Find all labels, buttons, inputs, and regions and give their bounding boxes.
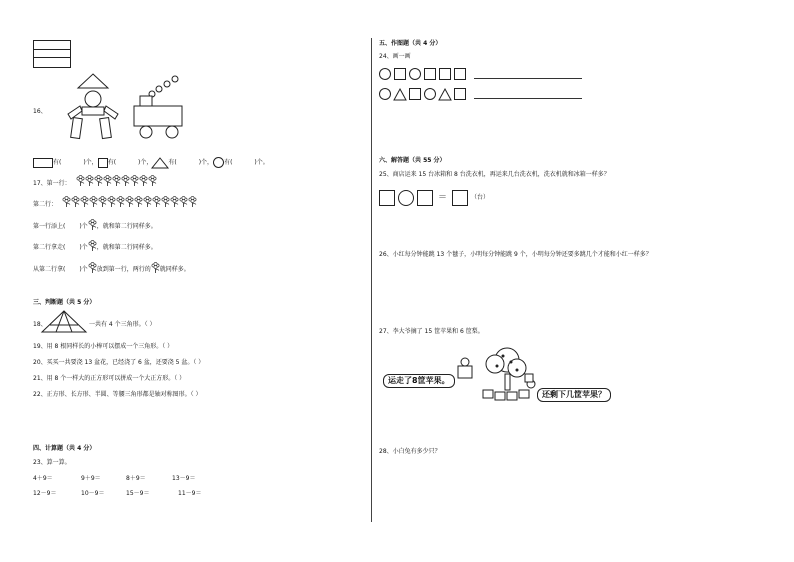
answer-box[interactable] bbox=[379, 190, 395, 206]
operator-circle[interactable] bbox=[398, 190, 414, 206]
flower-icon bbox=[161, 197, 170, 207]
flower-icon bbox=[89, 197, 98, 207]
q24-pattern-row-2 bbox=[379, 88, 466, 100]
flower-icon bbox=[139, 176, 148, 186]
q26: 26、小红每分钟能跳 13 个毽子，小明每分钟能跳 9 个，小明每分钟还要多跳几个才能和小红一样多？ bbox=[379, 251, 652, 258]
calc-item: 12－9＝ bbox=[33, 490, 57, 497]
rectangle-icon bbox=[33, 158, 53, 168]
text: 放到第一行，两行的 bbox=[96, 265, 151, 273]
flower-icon bbox=[143, 197, 152, 207]
q27: 27、李大爷摘了 15 筐苹果和 6 筐梨。 bbox=[379, 328, 484, 335]
text: 就同样多。 bbox=[159, 265, 190, 273]
flower-icon bbox=[85, 176, 94, 186]
flower-icon bbox=[98, 197, 107, 207]
flower-icon bbox=[88, 263, 97, 273]
flower-icon bbox=[188, 197, 197, 207]
flower-icon bbox=[71, 197, 80, 207]
flower-icon bbox=[121, 176, 130, 186]
triangle-icon bbox=[439, 89, 451, 100]
circle-icon bbox=[379, 68, 391, 80]
box-line bbox=[34, 57, 70, 58]
q17-line4 bbox=[33, 241, 157, 254]
flower-icon bbox=[88, 220, 97, 230]
text: 从第二行拿( bbox=[33, 265, 66, 273]
flower-icon bbox=[80, 197, 89, 207]
lined-box bbox=[33, 40, 71, 68]
q17-line5 bbox=[33, 263, 190, 276]
count-close: )个。 bbox=[254, 158, 269, 166]
text: ，就和第二行同样多。 bbox=[96, 243, 157, 251]
text: )个 bbox=[79, 222, 88, 230]
q24-pattern-row-1 bbox=[379, 68, 466, 80]
square-icon bbox=[454, 88, 466, 100]
text: 第一行添上( bbox=[33, 222, 66, 230]
q23: 23、算一算。 bbox=[33, 459, 71, 466]
calc-item: 8＋9＝ bbox=[126, 475, 146, 482]
circle-icon bbox=[409, 68, 421, 80]
square-icon bbox=[394, 68, 406, 80]
flower-icon bbox=[116, 197, 125, 207]
answer-line[interactable] bbox=[474, 98, 582, 99]
count-label: 有( bbox=[168, 158, 177, 166]
q25-equation bbox=[379, 190, 489, 206]
q20: 20、买买一共要浇 13 盆花，已经浇了 6 盆，还要浇 5 盆。（ ） bbox=[33, 359, 205, 366]
flower-icon bbox=[152, 197, 161, 207]
q27-apple-tree-illustration bbox=[455, 346, 545, 406]
calc-item: 15－9＝ bbox=[126, 490, 150, 497]
flower-icon bbox=[148, 176, 157, 186]
count-close: )个， bbox=[138, 158, 153, 166]
flower-icon bbox=[88, 220, 97, 233]
q16-count-row bbox=[33, 157, 269, 168]
text: )个 bbox=[79, 265, 88, 273]
calc-item: 10－9＝ bbox=[81, 490, 105, 497]
q17-line2-label: 第二行： bbox=[33, 201, 58, 208]
column-divider bbox=[371, 38, 372, 522]
text: ，就和第二行同样多。 bbox=[96, 222, 157, 230]
q17-line3 bbox=[33, 220, 157, 233]
triangle-icon bbox=[394, 89, 406, 100]
calc-item: 13－9＝ bbox=[172, 475, 196, 482]
q18-number: 18、 bbox=[33, 321, 47, 328]
flower-icon bbox=[151, 263, 160, 273]
speech-bubble-1: 运走了8筐苹果。 bbox=[383, 374, 455, 388]
count-label: 有( bbox=[53, 158, 62, 166]
text: )个 bbox=[79, 243, 88, 251]
square-icon bbox=[454, 68, 466, 80]
q21: 21、用 8 个一样大的正方形可以拼成一个大正方形。（ ） bbox=[33, 375, 186, 382]
square-icon bbox=[424, 68, 436, 80]
q17-line1-label: 17、第一行： bbox=[33, 180, 71, 187]
count-label: 有( bbox=[224, 158, 233, 166]
flower-icon bbox=[76, 176, 85, 186]
q18-triangle-figure bbox=[42, 311, 86, 333]
flower-icon bbox=[94, 176, 103, 186]
square-icon bbox=[98, 158, 108, 168]
unit-label: （台） bbox=[471, 194, 490, 201]
flower-row-2 bbox=[62, 197, 197, 207]
circle-icon bbox=[213, 157, 224, 168]
flower-icon bbox=[125, 197, 134, 207]
shape-figure-person bbox=[68, 74, 138, 144]
q18-text: 一共有 4 个三角形。（ ） bbox=[89, 321, 156, 328]
equals-sign: ＝ bbox=[438, 193, 448, 203]
flower-icon bbox=[179, 197, 188, 207]
section3-title: 三、判断题（共 5 分） bbox=[33, 299, 96, 306]
flower-icon bbox=[88, 241, 97, 254]
q22: 22、正方形、长方形、半圆、等腰三角形都是轴对称图形。（ ） bbox=[33, 391, 202, 398]
calc-item: 4＋9＝ bbox=[33, 475, 53, 482]
square-icon bbox=[409, 88, 421, 100]
count-close: )个， bbox=[198, 158, 214, 166]
q16-number: 16、 bbox=[33, 108, 47, 115]
q19: 19、用 8 根同样长的小棒可以摆成一个三角形。（ ） bbox=[33, 343, 174, 350]
section5-title: 五、作图题（共 4 分） bbox=[379, 40, 442, 47]
answer-box[interactable] bbox=[452, 190, 468, 206]
flower-icon bbox=[112, 176, 121, 186]
flower-icon bbox=[170, 197, 179, 207]
flower-icon bbox=[88, 263, 97, 276]
shape-figure-truck bbox=[134, 76, 194, 141]
speech-bubble-2: 还剩下几筐苹果？ bbox=[537, 388, 611, 402]
answer-box[interactable] bbox=[417, 190, 433, 206]
calc-item: 9＋9＝ bbox=[81, 475, 101, 482]
count-label: 有( bbox=[107, 158, 117, 166]
section6-title: 六、解答题（共 55 分） bbox=[379, 157, 446, 164]
flower-icon bbox=[103, 176, 112, 186]
flower-icon bbox=[107, 197, 116, 207]
count-close: )个， bbox=[83, 158, 98, 166]
q24: 24、画一画 bbox=[379, 53, 411, 60]
circle-icon bbox=[379, 88, 391, 100]
text: 第二行拿走( bbox=[33, 243, 66, 251]
calc-item: 11－9＝ bbox=[178, 490, 202, 497]
q28: 28、小白兔有多少只？ bbox=[379, 448, 441, 455]
flower-icon bbox=[62, 197, 71, 207]
square-icon bbox=[439, 68, 451, 80]
flower-icon bbox=[88, 241, 97, 251]
box-line bbox=[34, 49, 70, 50]
flower-icon bbox=[134, 197, 143, 207]
answer-line[interactable] bbox=[474, 78, 582, 79]
flower-icon bbox=[130, 176, 139, 186]
flower-icon bbox=[151, 263, 160, 276]
flower-row-1 bbox=[76, 176, 157, 186]
circle-icon bbox=[424, 88, 436, 100]
triangle-icon bbox=[152, 158, 168, 168]
q25: 25、商店运来 15 台冰箱和 8 台洗衣机，再运来几台洗衣机，洗衣机就和冰箱一样多？ bbox=[379, 171, 610, 178]
section4-title: 四、计算题（共 4 分） bbox=[33, 445, 96, 452]
